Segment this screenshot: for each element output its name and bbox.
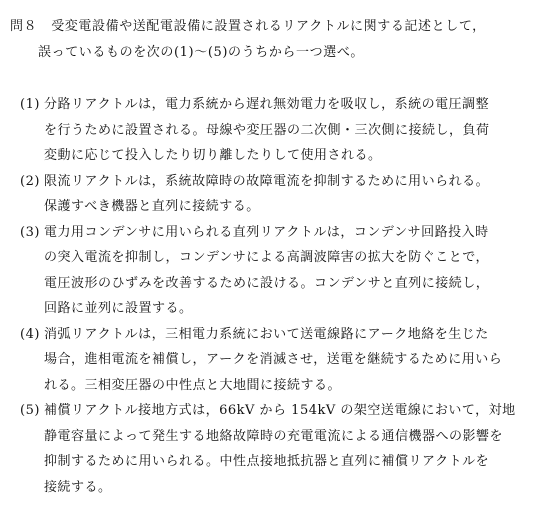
option-number: (3) xyxy=(20,224,40,240)
option-text: 消弧リアクトルは，三相電力系統において送電線路にアーク地絡を生じた xyxy=(44,326,489,342)
option-3 xyxy=(20,220,540,322)
option-text: 静電容量によって発生する地絡故障時の充電電流による通信機器への影響を xyxy=(44,428,504,444)
option-text: の突入電流を抑制し，コンデンサによる高調波障害の拡大を防ぐことで， xyxy=(44,250,489,265)
option-text: 補償リアクトル接地方式は，66kV から 154kV の架空送電線において，対地 xyxy=(44,403,516,418)
question-number: 問８ xyxy=(10,19,38,34)
question-line: 誤っているものを次の(1)～(5)のうちから一つ選べ。 xyxy=(38,45,365,60)
option-1 xyxy=(20,92,540,169)
option-number: (4) xyxy=(20,326,40,342)
option-text: 保護すべき機器と直列に接続する。 xyxy=(44,199,260,214)
option-number: (1) xyxy=(20,97,40,112)
option-2 xyxy=(20,169,540,220)
option-line xyxy=(20,398,540,424)
option-text: 電力用コンデンサに用いられる直列リアクトルは，コンデンサ回路投入時 xyxy=(44,224,489,240)
option-text: 変動に応じて投入したり切り離したりして使用される。 xyxy=(44,148,382,163)
option-text: 抑制するために用いられる。中性点接地抵抗器と直列に補償リアクトルを xyxy=(44,454,490,469)
option-text: 分路リアクトルは，電力系統から遅れ無効電力を吸収し，系統の電圧調整 xyxy=(44,97,490,112)
option-5 xyxy=(20,398,540,500)
option-text: を行うために設置される。母線や変圧器の二次側・三次側に接続し，負荷 xyxy=(44,122,490,138)
option-4 xyxy=(20,322,540,399)
option-text: 場合，進相電流を補償し，アークを消滅させ，送電を継続するために用いら xyxy=(44,352,503,367)
question-text: 受変電設備や送配電設備に設置されるリアクトルに関する記述として， xyxy=(51,19,486,34)
option-text: れる。三相変圧器の中性点と大地間に接続する。 xyxy=(44,377,342,393)
answer-options xyxy=(20,92,540,500)
option-text: 接続する。 xyxy=(44,479,112,495)
option-text: 回路に並列に設置する。 xyxy=(44,301,193,316)
question-line xyxy=(10,14,540,40)
option-line xyxy=(20,322,540,348)
question-header xyxy=(10,14,540,66)
option-line xyxy=(20,220,540,246)
option-number: (2) xyxy=(20,173,40,189)
option-line xyxy=(20,92,540,118)
option-number: (5) xyxy=(20,403,40,418)
option-text: 限流リアクトルは，系統故障時の故障電流を抑制するために用いられる。 xyxy=(44,173,490,189)
option-text: 電圧波形のひずみを改善するために設ける。コンデンサと直列に接続し， xyxy=(44,275,490,291)
option-line xyxy=(20,169,540,195)
